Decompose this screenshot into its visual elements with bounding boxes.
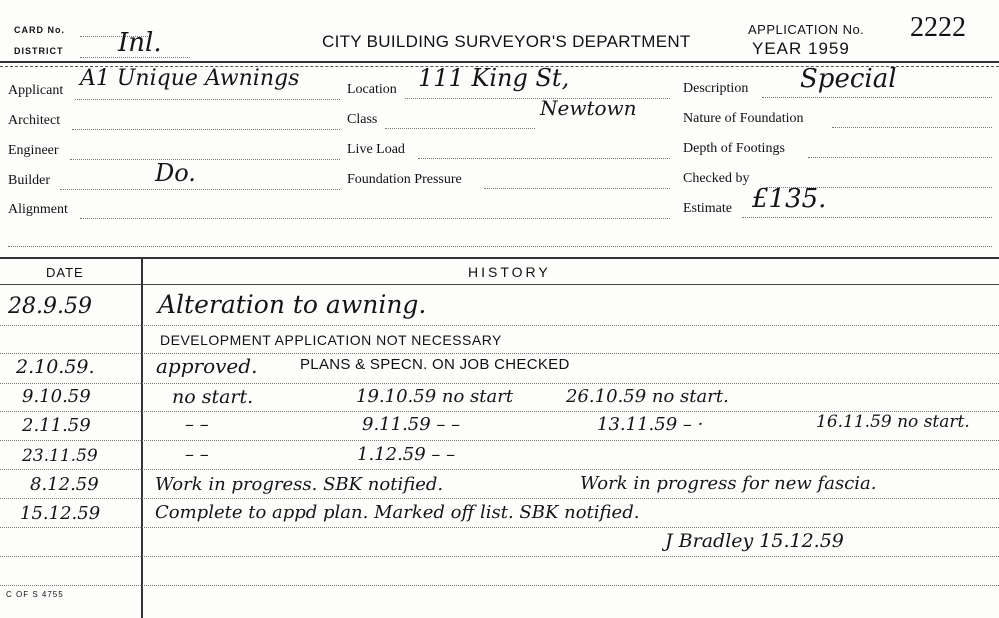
estimate-label: Estimate — [683, 201, 732, 216]
row-line — [0, 527, 999, 528]
history-top-border — [0, 257, 999, 259]
application-year: YEAR 1959 — [752, 39, 850, 58]
location-value-suburb: Newtown — [540, 96, 637, 120]
architect-line — [72, 129, 340, 130]
location-label: Location — [347, 82, 397, 97]
row-line — [0, 353, 999, 354]
history-entry-stamp: DEVELOPMENT APPLICATION NOT NECESSARY — [160, 332, 502, 348]
history-entry: approved. — [156, 354, 258, 378]
estimate-line — [742, 217, 992, 218]
history-entry: Alteration to awning. — [158, 290, 427, 319]
row-line — [0, 383, 999, 384]
architect-label: Architect — [8, 113, 61, 128]
signature: J Bradley 15.12.59 — [665, 530, 844, 552]
history-entry: Complete to appd plan. Marked off list. SBK notified. — [155, 502, 640, 523]
history-entry-stamp: PLANS & SPECN. ON JOB CHECKED — [300, 356, 570, 373]
nature-of-foundation-line — [832, 127, 992, 128]
location-value: 111 King St, — [418, 64, 570, 92]
row-line — [0, 556, 999, 557]
builder-value: Do. — [155, 159, 196, 187]
history-entry: – – — [185, 444, 209, 465]
fields-bottom-line — [8, 246, 992, 247]
date-column-divider — [141, 258, 143, 618]
history-entry: 13.11.59 – · — [597, 414, 704, 435]
depth-of-footings-label: Depth of Footings — [683, 141, 785, 156]
district-label: DISTRICT — [14, 46, 64, 56]
row-line — [0, 585, 999, 586]
applicant-label: Applicant — [8, 83, 64, 98]
row-line — [0, 469, 999, 470]
history-entry: Work in progress for new fascia. — [580, 473, 877, 494]
builder-line — [60, 189, 340, 190]
applicant-value: A1 Unique Awnings — [80, 66, 300, 91]
department-title: CITY BUILDING SURVEYOR'S DEPARTMENT — [322, 32, 691, 51]
nature-of-foundation-label: Nature of Foundation — [683, 111, 804, 126]
applicant-line — [75, 99, 340, 100]
history-entry: 16.11.59 no start. — [816, 412, 970, 432]
builder-label: Builder — [8, 173, 50, 188]
row-line — [0, 498, 999, 499]
history-date: 23.11.59 — [22, 446, 98, 466]
estimate-value: £135. — [752, 184, 827, 214]
engineer-line — [70, 159, 340, 160]
foundation-pressure-line — [484, 188, 670, 189]
history-entry: 19.10.59 no start — [356, 386, 514, 407]
header-divider — [0, 61, 999, 63]
application-no-label: APPLICATION No. — [748, 22, 865, 37]
history-date: 28.9.59 — [8, 294, 92, 319]
card-no-label: CARD No. — [14, 25, 65, 35]
row-line — [0, 325, 999, 326]
description-value: Special — [800, 64, 897, 94]
history-date: 8.12.59 — [30, 474, 99, 495]
history-entry: 26.10.59 no start. — [566, 386, 729, 407]
district-value: Inl. — [118, 28, 162, 58]
alignment-line — [80, 218, 670, 219]
live-load-label: Live Load — [347, 142, 405, 157]
live-load-line — [418, 158, 670, 159]
depth-of-footings-line — [808, 157, 992, 158]
foundation-pressure-label: Foundation Pressure — [347, 172, 462, 187]
history-entry: no start. — [172, 386, 254, 408]
engineer-label: Engineer — [8, 143, 59, 158]
history-column-header: HISTORY — [468, 264, 551, 280]
history-date: 15.12.59 — [20, 503, 101, 524]
history-date: 9.10.59 — [22, 386, 91, 407]
history-entry: Work in progress. SBK notified. — [155, 474, 444, 495]
date-column-header: DATE — [46, 265, 84, 280]
history-header-divider — [0, 284, 999, 285]
history-entry: 1.12.59 – – — [357, 444, 456, 465]
history-date: 2.10.59. — [16, 356, 95, 378]
application-number: 2222 — [910, 12, 966, 43]
form-code: C OF S 4755 — [6, 590, 64, 599]
class-label: Class — [347, 112, 378, 127]
history-entry: – – — [185, 414, 209, 435]
row-line — [0, 440, 999, 441]
class-line — [385, 128, 535, 129]
description-label: Description — [683, 81, 749, 96]
description-line — [762, 97, 992, 98]
history-date: 2.11.59 — [22, 415, 91, 436]
checked-by-label: Checked by — [683, 171, 750, 186]
alignment-label: Alignment — [8, 202, 68, 217]
history-entry: 9.11.59 – – — [362, 414, 461, 435]
